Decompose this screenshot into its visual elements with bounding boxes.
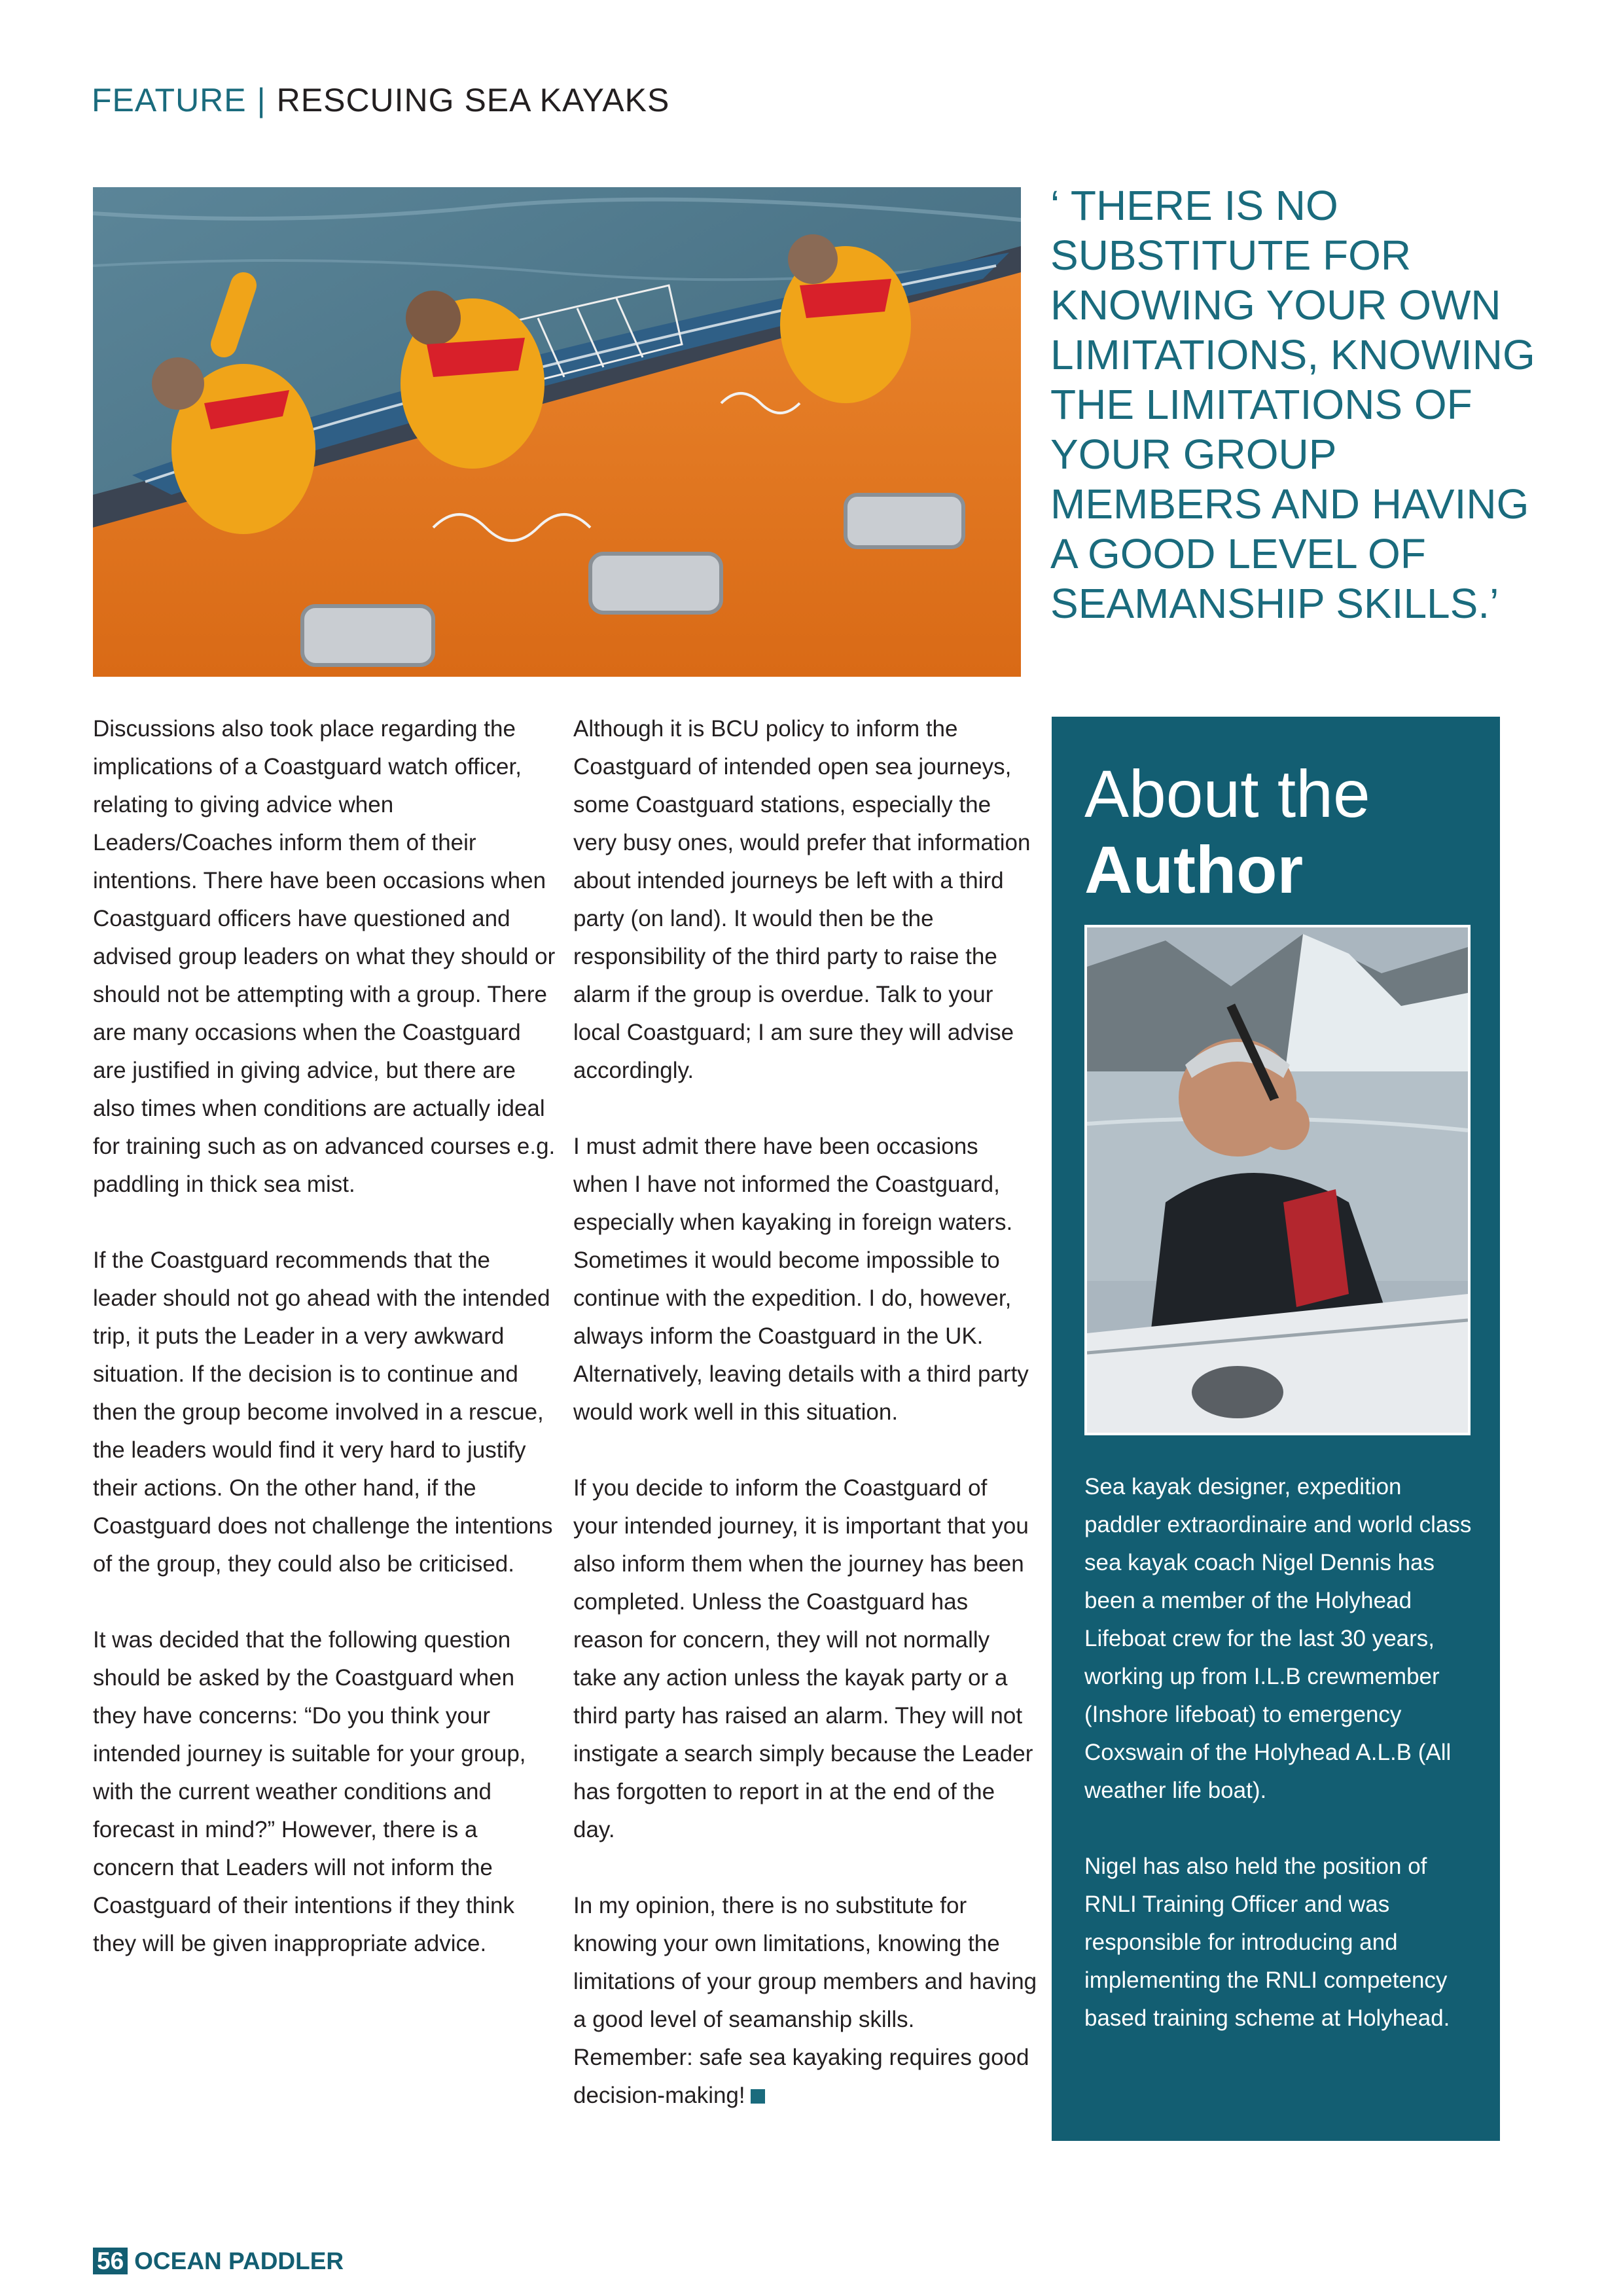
paragraph: Although it is BCU policy to inform the Coastguard of intended open sea journeys, some Coastguard stations, especially the very busy ones, would prefer that information about intended journeys be left with a third party (on land). It would then be the responsibility of the third party to raise the alarm if the group is overdue. Talk to your local Coastguard; I am sure they will advise accordingly.: [573, 716, 1031, 1083]
page-footer: [93, 2247, 344, 2276]
article-column-2: [573, 710, 1038, 2153]
section-label: FEATURE: [92, 82, 247, 118]
article-title: RESCUING SEA KAYAKS: [276, 82, 670, 118]
magazine-name: OCEAN PADDLER: [134, 2248, 344, 2274]
page-header: [92, 84, 669, 117]
paragraph: Discussions also took place regarding the implications of a Coastguard watch officer, relating to giving advice when Leaders/Coaches inform them of their intentions. There have been occasions when Coastguard officers have questioned and advised group leaders on what they should or should not be attempting with a group. There are many occasions when the Coastguard are justified in giving advice, but there are also times when conditions are actually ideal for training such as on advanced courses e.g. paddling in thick sea mist.: [93, 716, 556, 1197]
bio-paragraph: Nigel has also held the position of RNLI Training Officer and was responsible for introducing and implementing the RNLI competency based training scheme at Holyhead.: [1084, 1854, 1450, 2031]
author-box-title: [1084, 756, 1370, 908]
paragraph: If the Coastguard recommends that the leader should not go ahead with the intended trip, it puts the Leader in a very awkward situation. If the decision is to continue and then the group become involved in a rescue, the leaders would find it very hard to justify their actions. On the other hand, if the Coastguard does not challenge the intentions of the group, they could also be criticised.: [93, 1247, 553, 1577]
final-paragraph-text: In my opinion, there is no substitute for knowing your own limitations, knowing the limitations of your group members and having a good level of seamanship skills. Remember: safe sea kayaking requires good decision-making!: [573, 1893, 1037, 2108]
lifeboat-rescue-photo: [93, 187, 1021, 677]
final-paragraph: [573, 1887, 1038, 2115]
header-separator: |: [257, 82, 266, 118]
about-the-author-box: [1052, 717, 1500, 2141]
page-number: 56: [93, 2248, 128, 2274]
author-bio: [1084, 1468, 1477, 2075]
paragraph: It was decided that the following question should be asked by the Coastguard when they have concerns: “Do you think your intended journey is suitable for your group, with the current weather conditions and forecast in mind?” However, there is a concern that Leaders will not inform the Coastguard of their intentions if they think they will be given inappropriate advice.: [93, 1627, 526, 1956]
pull-quote: ‘ THERE IS NO SUBSTITUTE FOR KNOWING YOUR OWN LIMITATIONS, KNOWING THE LIMITATIONS OF YOUR GROUP MEMBERS AND HAVING A GOOD LEVEL OF SEAMANSHIP SKILLS.’: [1050, 182, 1535, 627]
article-column-1: [93, 710, 558, 2001]
paragraph: If you decide to inform the Coastguard of your intended journey, it is important that you also inform them when the journey has been completed. Unless the Coastguard has reason for concern, they will not normally take any action unless the kayak party or a third party has raised an alarm. They will not instigate a search simply because the Leader has forgotten to report in at the end of the day.: [573, 1475, 1033, 1842]
bio-paragraph: Sea kayak designer, expedition paddler extraordinaire and world class sea kayak coach Nigel Dennis has been a member of the Holyhead Lifeboat crew for the last 30 years, working up from I.L.B crewmember (Inshore lifeboat) to emergency Coxswain of the Holyhead A.L.B (All weather life boat).: [1084, 1474, 1472, 1803]
paragraph: I must admit there have been occasions when I have not informed the Coastguard, especially when kayaking in foreign waters. Sometimes it would become impossible to continue with the expedition. I do, however, always inform the Coastguard in the UK. Alternatively, leaving details with a third party would work well in this situation.: [573, 1134, 1029, 1425]
author-photo: [1084, 925, 1471, 1435]
end-of-article-mark: [751, 2089, 765, 2104]
author-title-line1: About the: [1084, 757, 1370, 831]
author-title-line2: Author: [1084, 833, 1304, 907]
